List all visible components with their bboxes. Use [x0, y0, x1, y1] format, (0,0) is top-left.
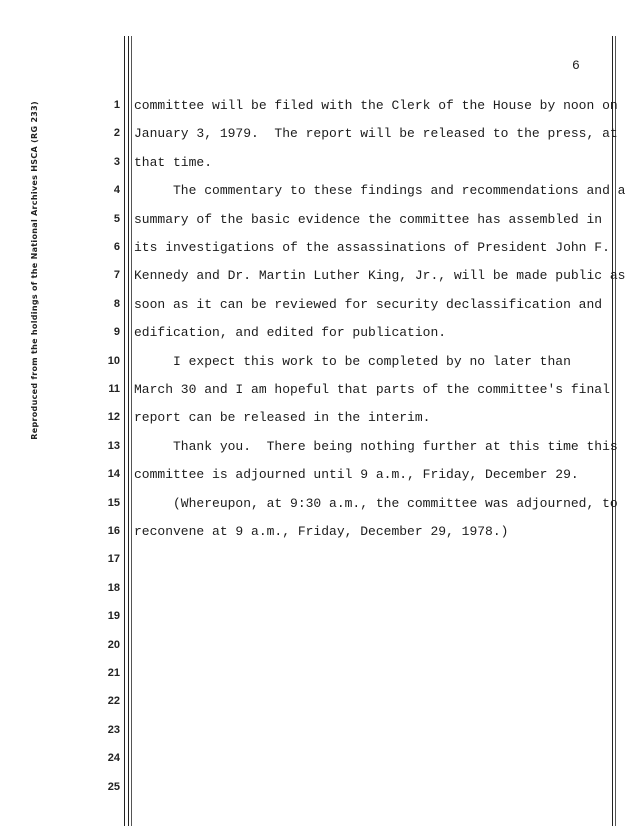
transcript-line: its investigations of the assassinations of President John F.	[134, 240, 610, 255]
transcript-line: report can be released in the interim.	[134, 410, 431, 426]
transcript-line: committee will be filed with the Clerk of the House by noon on	[134, 98, 618, 113]
line-number: 22	[107, 695, 120, 708]
transcript-line: edification, and edited for publication.	[134, 325, 447, 341]
left-margin-rule	[124, 36, 125, 826]
line-number: 15	[107, 496, 120, 509]
line-number: 8	[113, 297, 120, 310]
transcript-line: The commentary to these findings and recommendations and a	[134, 183, 626, 199]
line-number: 1	[113, 99, 120, 111]
transcript-line: I expect this work to be completed by no later than	[134, 353, 571, 369]
line-number: 20	[107, 638, 120, 651]
line-number: 14	[107, 468, 120, 481]
line-number: 13	[107, 439, 120, 452]
line-number: 17	[107, 553, 120, 566]
transcript-line: Thank you. There being nothing further at this time this	[134, 438, 618, 454]
page-number: 6	[572, 58, 580, 73]
line-number: 10	[107, 354, 120, 367]
line-number: 6	[113, 241, 120, 253]
transcript-line: March 30 and I am hopeful that parts of the committee's final	[134, 382, 610, 397]
transcript-line: (Whereupon, at 9:30 a.m., the committee was adjourned, to	[134, 495, 618, 511]
left-margin-rule	[128, 36, 129, 826]
archive-stamp-text: Reproduced from the holdings of the National Archives HSCA (RG 233)	[29, 101, 39, 440]
transcript-line: January 3, 1979. The report will be released to the press, at	[134, 126, 618, 142]
transcript-line: that time.	[134, 154, 213, 170]
line-number: 3	[113, 155, 120, 168]
transcript-line: Kennedy and Dr. Martin Luther King, Jr., will be made public as	[134, 268, 626, 284]
line-number: 19	[107, 610, 120, 623]
line-number: 21	[107, 667, 120, 679]
line-number: 2	[113, 127, 120, 140]
right-margin-rule	[615, 36, 616, 826]
transcript-line: committee is adjourned until 9 a.m., Friday, December 29.	[134, 467, 579, 483]
line-number: 11	[108, 383, 120, 395]
line-number: 12	[107, 411, 120, 424]
line-number: 7	[113, 269, 120, 282]
transcript-line: summary of the basic evidence the committee has assembled in	[134, 211, 603, 227]
left-margin-rule	[131, 36, 132, 826]
line-number: 4	[113, 184, 120, 197]
transcript-line: soon as it can be reviewed for security declassification and	[134, 296, 603, 312]
line-number: 24	[107, 752, 120, 765]
line-number: 5	[113, 212, 120, 225]
line-number: 16	[107, 525, 120, 537]
transcript-line: reconvene at 9 a.m., Friday, December 29, 1978.)	[134, 524, 509, 539]
line-number: 18	[107, 581, 120, 594]
line-number: 23	[107, 723, 120, 736]
right-margin-rule	[612, 36, 613, 826]
archive-stamp	[24, 20, 44, 440]
line-number: 9	[113, 326, 120, 339]
line-number: 25	[107, 780, 120, 793]
